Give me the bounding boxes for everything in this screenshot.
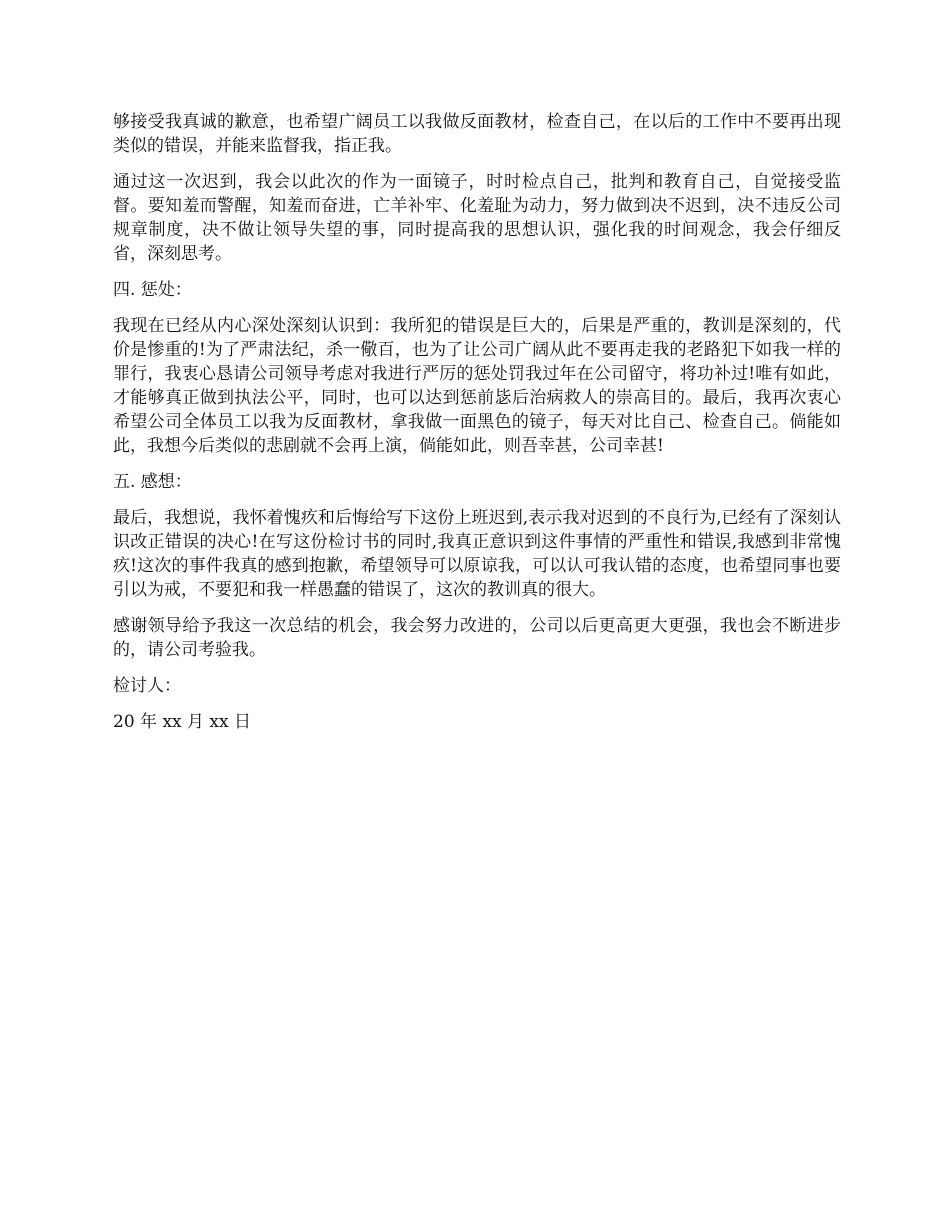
signature-label: 检讨人：	[113, 676, 181, 696]
paragraph-thoughts: 最后，我想说，我怀着愧疚和后悔给写下这份上班迟到,表示我对迟到的不良行为,已经有了深刻认识改正错误的决心!在写这份检讨书的同时,我真正意识到这件事情的严重性和错误,我感到非常愧疚!这次的事件我真的感到抱歉，希望领导可以原谅我，可以认可我认错的态度，也希望同事也要引以为戒，不要犯和我一样愚蠢的错误了，这次的教训真的很大。	[113, 508, 841, 600]
paragraph-punishment: 我现在已经从内心深处深刻认识到：我所犯的错误是巨大的，后果是严重的，教训是深刻的，代价是惨重的!为了严肃法纪，杀一儆百，也为了让公司广阔从此不要再走我的老路犯下如我一样的罪行，我衷心恳请公司领导考虑对我进行严厉的惩处罚我过年在公司留守，将功补过!唯有如此，才能够真正做到执法公平，同时，也可以达到惩前毖后治病救人的崇高目的。最后，我再次衷心希望公司全体员工以我为反面教材，拿我做一面黑色的镜子，每天对比自己、检查自己。倘能如此，我想今后类似的悲剧就不会再上演，倘能如此，则吾幸甚，公司幸甚!	[113, 316, 841, 456]
paragraph-thanks: 感谢领导给予我这一次总结的机会，我会努力改进的，公司以后更高更大更强，我也会不断进步的，请公司考验我。	[113, 616, 841, 660]
paragraph-self-reflection: 通过这一次迟到，我会以此次的作为一面镜子，时时检点自己，批判和教育自己，自觉接受监督。要知羞而警醒，知羞而奋进，亡羊补牢、化羞耻为动力，努力做到决不迟到，决不违反公司规章制度，决不做让领导失望的事，同时提高我的思想认识，强化我的时间观念，我会仔细反省，深刻思考。	[113, 172, 841, 264]
section-heading-thoughts: 五. 感想：	[113, 472, 192, 492]
document-body	[113, 110, 841, 746]
paragraph-apology-continued: 够接受我真诚的歉意，也希望广阔员工以我做反面教材，检查自己，在以后的工作中不要再出现类似的错误，并能来监督我，指正我。	[113, 112, 841, 156]
date-line: 20 年 xx 月 xx 日	[113, 712, 252, 732]
section-heading-punishment: 四. 惩处：	[113, 280, 192, 300]
